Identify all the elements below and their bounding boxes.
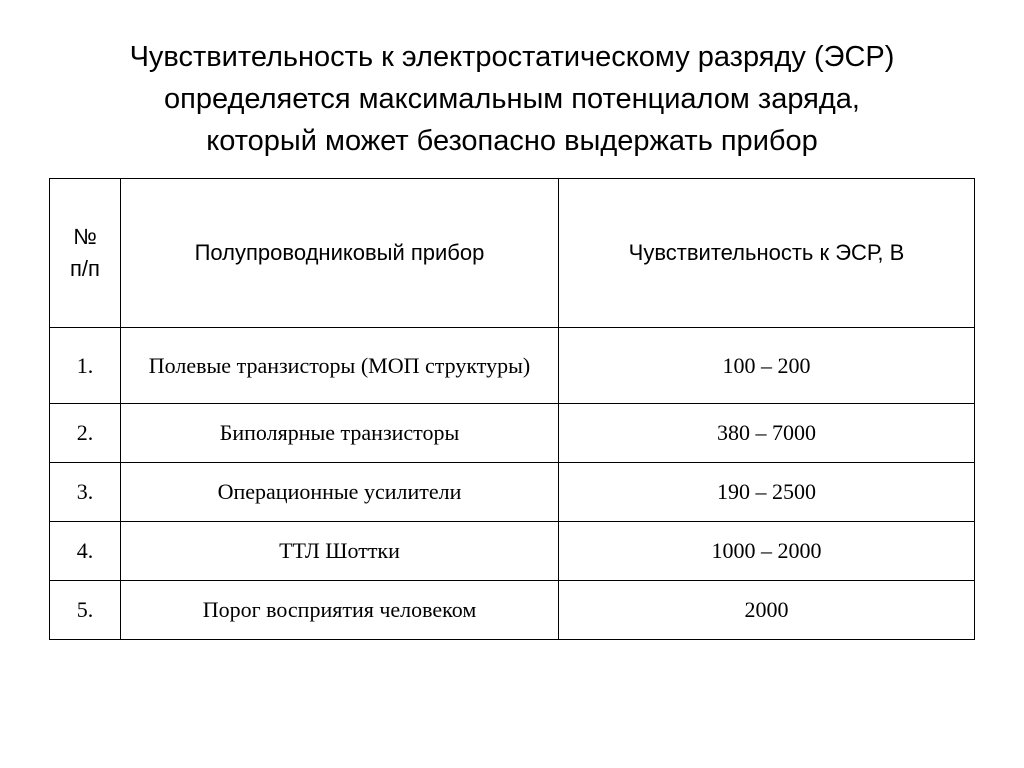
table-row: [50, 581, 975, 640]
row-value: 100 – 200: [559, 328, 975, 404]
title-line-3: который может безопасно выдержать прибор: [206, 125, 818, 157]
row-number: 3.: [50, 463, 121, 522]
row-value: 2000: [559, 581, 975, 640]
row-value: 380 – 7000: [559, 404, 975, 463]
row-device: ТТЛ Шоттки: [121, 522, 559, 581]
header-number: [50, 179, 121, 328]
title-line-1: Чувствительность к электростатическому разряду (ЭСР): [129, 41, 895, 73]
header-device: Полупроводниковый прибор: [121, 179, 559, 328]
row-value: 190 – 2500: [559, 463, 975, 522]
title-line-2: определяется максимальным потенциалом заряда,: [164, 83, 860, 115]
page-title: [0, 36, 1024, 162]
row-number: 5.: [50, 581, 121, 640]
header-number-symbol: №: [73, 224, 97, 249]
header-number-abbr: п/п: [70, 256, 100, 281]
row-number: 2.: [50, 404, 121, 463]
row-device: Порог восприятия человеком: [121, 581, 559, 640]
table-row: [50, 522, 975, 581]
row-number: 4.: [50, 522, 121, 581]
esd-sensitivity-table: [49, 178, 975, 640]
row-device: Биполярные транзисторы: [121, 404, 559, 463]
table-row: [50, 328, 975, 404]
row-device: Операционные усилители: [121, 463, 559, 522]
table-row: [50, 463, 975, 522]
table-row: [50, 404, 975, 463]
row-device: Полевые транзисторы (МОП структуры): [121, 328, 559, 404]
row-number: 1.: [50, 328, 121, 404]
table-header-row: [50, 179, 975, 328]
header-sensitivity: Чувствительность к ЭСР, В: [559, 179, 975, 328]
row-value: 1000 – 2000: [559, 522, 975, 581]
